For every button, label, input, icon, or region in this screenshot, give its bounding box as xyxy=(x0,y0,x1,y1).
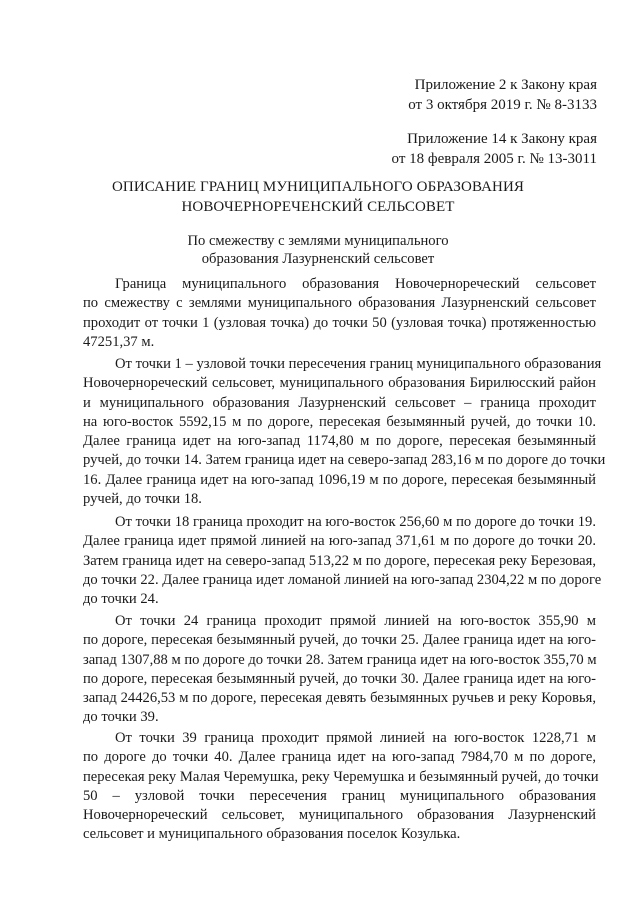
document-subtitle-line-1: По смежеству с землями муниципального xyxy=(187,233,449,249)
paragraph-line: по дороге, пересекая безымянный ручей, до точки 30. Далее граница идет на юго- xyxy=(83,670,596,687)
paragraph-line: и муниципального образования Лазурненский сельсовет – граница проходит xyxy=(83,394,596,411)
appendix-current-reference xyxy=(408,76,597,115)
paragraph-line: Новочернореческий сельсовет, муниципального образования Бирилюсский район xyxy=(83,375,596,392)
paragraph-line: проходит от точки 1 (узловая точка) до точки 50 (узловая точка) протяженностью xyxy=(83,314,596,331)
paragraph-2 xyxy=(83,355,606,509)
paragraph-line: до точки 22. Далее граница идет ломаной линией на юго-запад 2304,22 м по дороге xyxy=(83,571,602,588)
paragraph-line: запад 1307,88 м по дороге до точки 28. Затем граница идет на юго-восток 355,70 м xyxy=(83,651,597,668)
document-title xyxy=(40,178,596,217)
paragraph-line: ручей, до точки 18. xyxy=(83,491,202,508)
appendix-current-line-1: Приложение 2 к Закону края xyxy=(414,77,597,93)
appendix-original-line-2: от 18 февраля 2005 г. № 13-3011 xyxy=(391,150,597,167)
paragraph-line: на юго-восток 5592,15 м по дороге, пересекая безымянный ручей, до точки 10. xyxy=(83,413,596,430)
paragraph-line: Новочернореческий сельсовет, муниципального образования Лазурненский xyxy=(83,807,596,824)
paragraph-line: От точки 1 – узловой точки пересечения границ муниципального образования xyxy=(115,356,602,372)
paragraph-line: 50 – узловой точки пересечения границ муниципального образования xyxy=(83,787,596,804)
paragraph-line: до точки 24. xyxy=(83,591,159,608)
appendix-current-line-2: от 3 октября 2019 г. № 8-3133 xyxy=(408,96,597,113)
paragraph-line: От точки 18 граница проходит на юго-восток 256,60 м по дороге до точки 19. xyxy=(115,514,596,530)
paragraph-line: запад 24426,53 м по дороге, пересекая девять безымянных ручьев и реку Коровья, xyxy=(83,690,596,707)
document-title-line-1: ОПИСАНИЕ ГРАНИЦ МУНИЦИПАЛЬНОГО ОБРАЗОВАНИЯ xyxy=(111,179,525,195)
paragraph-4 xyxy=(83,612,596,728)
paragraph-5 xyxy=(83,729,599,845)
paragraph-line: Граница муниципального образования Новочернореческий сельсовет xyxy=(115,276,596,292)
paragraph-line: по дороге, пересекая безымянный ручей, до точки 25. Далее граница идет на юго- xyxy=(83,632,596,649)
paragraph-3 xyxy=(83,513,602,609)
paragraph-line: Далее граница идет прямой линией на юго-запад 371,61 м по дороге до точки 20. xyxy=(83,533,596,550)
paragraph-1 xyxy=(83,275,596,352)
paragraph-line: Затем граница идет на северо-запад 513,22 м по дороге, пересекая реку Березовая, xyxy=(83,552,596,569)
paragraph-line: От точки 24 граница проходит прямой линией на юго-восток 355,90 м xyxy=(115,613,596,629)
paragraph-line: по дороге до точки 40. Далее граница идет на юго-запад 7984,70 м по дороге, xyxy=(83,749,596,766)
paragraph-line: сельсовет и муниципального образования поселок Козулька. xyxy=(83,826,461,843)
document-subtitle-line-2: образования Лазурненский сельсовет xyxy=(201,251,435,267)
document-subtitle xyxy=(40,232,596,268)
paragraph-line: пересекая реку Малая Черемушка, реку Черемушка и безымянный ручей, до точки xyxy=(83,768,599,785)
paragraph-line: 16. Далее граница идет на юго-запад 1096,19 м по дороге, пересекая безымянный xyxy=(83,471,596,488)
paragraph-line: ручей, до точки 14. Затем граница идет на северо-запад 283,16 м по дороге до точки xyxy=(83,452,606,469)
appendix-original-line-1: Приложение 14 к Закону края xyxy=(407,131,597,147)
appendix-original-reference xyxy=(392,130,597,169)
document-title-line-2: НОВОЧЕРНОРЕЧЕНСКИЙ СЕЛЬСОВЕТ xyxy=(181,198,455,215)
paragraph-line: От точки 39 граница проходит прямой линией на юго-восток 1228,71 м xyxy=(115,730,596,746)
paragraph-line: 47251,37 м. xyxy=(83,333,155,350)
paragraph-line: Далее граница идет на юго-запад 1174,80 м по дороге, пересекая безымянный xyxy=(83,433,596,450)
paragraph-line: по смежеству с землями муниципального образования Лазурненский сельсовет xyxy=(83,295,596,312)
paragraph-line: до точки 39. xyxy=(83,709,159,726)
